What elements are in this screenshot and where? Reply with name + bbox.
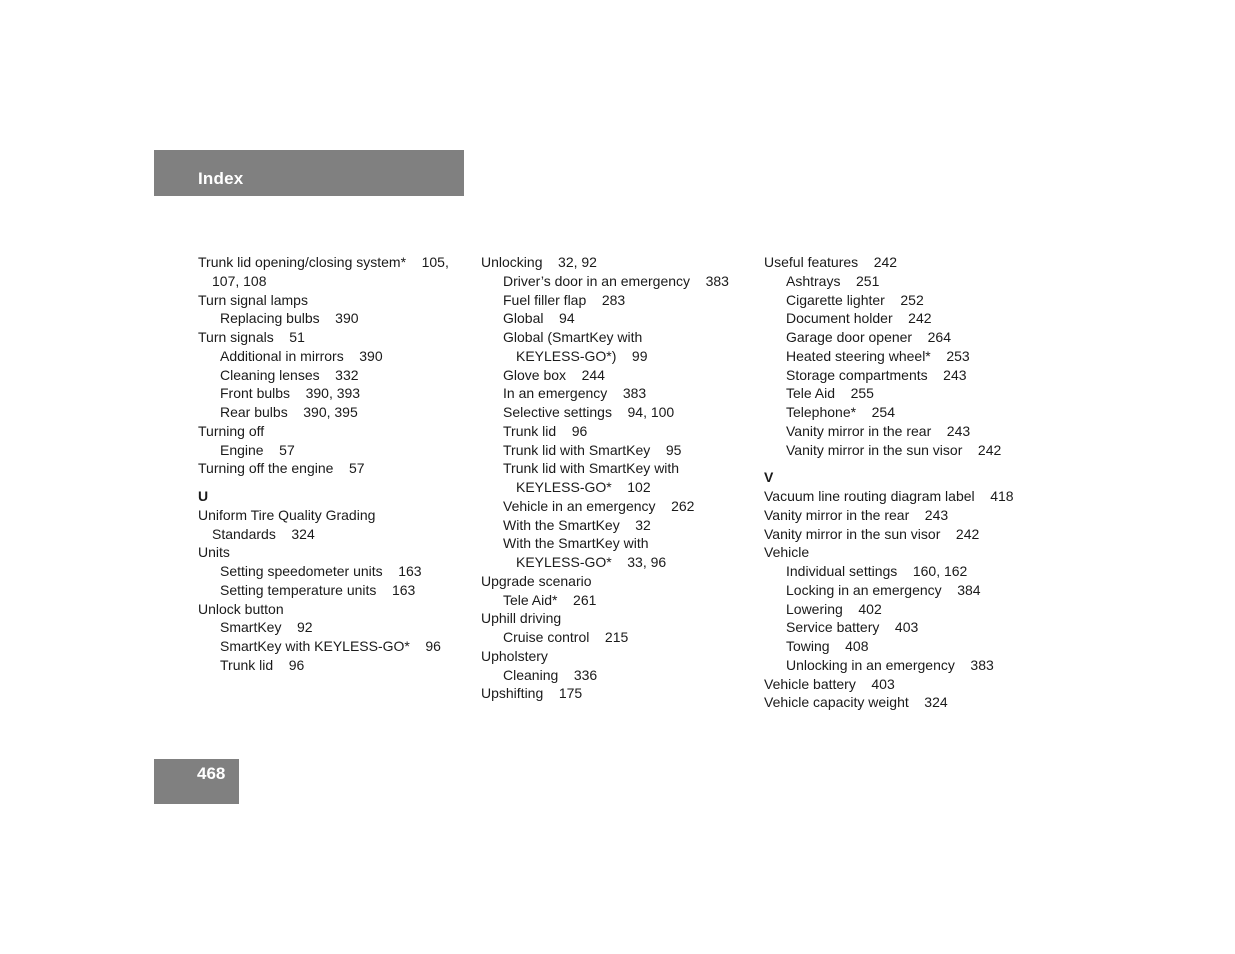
index-subentry: Trunk lid with SmartKey with [503, 460, 680, 477]
index-subentry: Garage door opener 264 [786, 329, 952, 345]
index-entry: Vehicle capacity weight 324 [764, 694, 948, 711]
index-entry: Standards 324 [212, 525, 315, 542]
index-entry: Unlock button [198, 600, 284, 617]
index-entry: Turn signals 51 [198, 329, 305, 345]
index-subentry: Glove box 244 [503, 366, 605, 383]
index-subentry: Vanity mirror in the sun visor 242 [786, 441, 1002, 458]
index-subentry: SmartKey 92 [220, 619, 313, 636]
page-number-box [154, 759, 239, 804]
index-entry: Uniform Tire Quality Grading [198, 506, 376, 523]
index-subentry: Vehicle in an emergency 262 [503, 497, 695, 514]
index-entry: Trunk lid opening/closing system* 105, [198, 254, 449, 270]
index-subentry: With the SmartKey 32 [503, 516, 651, 533]
index-subentry: SmartKey with KEYLESS-GO* 96 [220, 638, 441, 654]
index-subentry: Lowering 402 [786, 600, 882, 617]
index-subentry: Cleaning 336 [503, 666, 598, 683]
index-subentry: Tele Aid 255 [786, 385, 874, 402]
index-subentry: Towing 408 [786, 638, 869, 654]
page-number: 468 [197, 764, 226, 783]
index-subentry: Setting speedometer units 163 [220, 563, 422, 579]
index-entry: Turning off the engine 57 [198, 460, 365, 477]
index-subentry: Trunk lid 96 [220, 656, 305, 673]
index-column-3 [764, 253, 1032, 712]
index-entry: Vehicle [764, 544, 810, 561]
index-entry: Turn signal lamps [198, 291, 308, 308]
index-entry: Units [198, 544, 230, 561]
index-entry: Upgrade scenario [481, 572, 592, 589]
index-subentry: Unlocking in an emergency 383 [786, 656, 994, 673]
index-subentry: Cleaning lenses 332 [220, 366, 359, 383]
index-subentry: Tele Aid* 261 [503, 591, 597, 608]
index-entry: Vanity mirror in the sun visor 242 [764, 525, 980, 542]
index-subentry: Individual settings 160, 162 [786, 563, 968, 579]
index-entry: Vehicle battery 403 [764, 675, 895, 692]
index-subentry: KEYLESS-GO* 33, 96 [516, 554, 667, 570]
index-subentry: Vanity mirror in the rear 243 [786, 422, 971, 439]
index-subentry: Heated steering wheel* 253 [786, 347, 970, 364]
section-title: Index [198, 169, 244, 188]
index-subentry: Rear bulbs 390, 395 [220, 404, 358, 420]
index-subentry: Storage compartments 243 [786, 366, 967, 383]
index-subentry: Replacing bulbs 390 [220, 310, 359, 327]
index-subentry: Setting temperature units 163 [220, 581, 416, 598]
index-entry: Uphill driving [481, 610, 562, 627]
index-subentry: Telephone* 254 [786, 404, 895, 420]
index-subentry: Global 94 [503, 310, 575, 327]
index-letter-heading: U [198, 488, 209, 504]
index-entry: Turning off [198, 422, 265, 439]
index-subentry: With the SmartKey with [503, 535, 649, 552]
index-subentry: Fuel filler flap 283 [503, 291, 626, 308]
index-entry: Vanity mirror in the rear 243 [764, 506, 949, 523]
index-subentry: Engine 57 [220, 441, 295, 458]
index-entry: Upholstery [481, 647, 548, 664]
index-subentry: Additional in mirrors 390 [220, 347, 383, 364]
index-subentry: KEYLESS-GO* 102 [516, 479, 651, 495]
index-entry: 107, 108 [212, 272, 267, 289]
index-entry: Upshifting 175 [481, 685, 583, 702]
index-subentry: Trunk lid 96 [503, 422, 588, 439]
index-subentry: Cruise control 215 [503, 629, 629, 645]
index-subentry: Document holder 242 [786, 310, 932, 327]
index-subentry: Global (SmartKey with [503, 329, 643, 345]
index-subentry: In an emergency 383 [503, 385, 647, 402]
index-entry: Unlocking 32, 92 [481, 254, 597, 270]
index-subentry: KEYLESS-GO*) 99 [516, 347, 648, 364]
index-subentry: Front bulbs 390, 393 [220, 385, 361, 402]
index-subentry: Locking in an emergency 384 [786, 581, 981, 598]
index-column-2 [481, 253, 749, 703]
index-subentry: Ashtrays 251 [786, 272, 880, 289]
index-subentry: Service battery 403 [786, 619, 919, 636]
index-column-1 [198, 253, 466, 675]
index-subentry: Trunk lid with SmartKey 95 [503, 441, 682, 458]
section-header [154, 150, 464, 196]
index-entry: Vacuum line routing diagram label 418 [764, 488, 1014, 504]
index-entry: Useful features 242 [764, 254, 898, 270]
index-letter-heading: V [764, 469, 774, 486]
index-subentry: Selective settings 94, 100 [503, 404, 675, 420]
index-subentry: Cigarette lighter 252 [786, 291, 924, 308]
index-subentry: Driver’s door in an emergency 383 [503, 272, 729, 289]
